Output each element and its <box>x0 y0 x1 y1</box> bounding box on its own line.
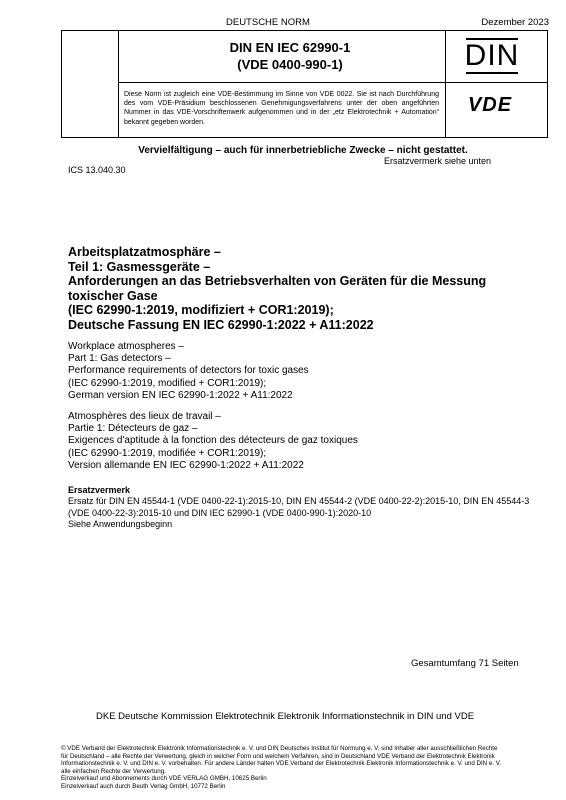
title-line: Teil 1: Gasmessgeräte – <box>68 259 211 274</box>
frame-divider-horizontal <box>118 82 547 83</box>
vde-note: Diese Norm ist zugleich eine VDE-Bestimmung im Sinne von VDE 0022. Sie ist nach Durchführung des vom VDE-Präsidium beschlossenen Genehmigungsverfahrens unter der oben angeführten Nummer in das VDE-Vorschriftenwerk aufgenommen und in der „etz Elektrotechnik + Automation“ bekannt gegeben worden. <box>124 91 439 126</box>
title-line: Arbeitsplatzatmosphäre – <box>68 245 221 259</box>
vde-logo: VDE <box>467 94 513 116</box>
title-line: Anforderungen an das Betriebsverhalten von Geräten für die Messung <box>68 274 487 289</box>
replacement-reference: Ersatzvermerk siehe unten <box>384 156 492 166</box>
document-type-label: DEUTSCHE NORM <box>226 17 310 28</box>
replacement-text: Ersatz für DIN EN 45544-1 (VDE 0400-22-1):2015-10, DIN EN 45544-2 (VDE 0400-22-2):2015-10, DIN EN 45544-3 (VDE 0400-22-3):2015-10 und DIN IEC 62990-1 (VDE 0400-990-1):2020-10 <box>68 496 530 518</box>
footer-line: Informationstechnik e. V. und DIN e. V. vorbehalten. Für andere Länder halten VDE Verband der Elektrotechnik Elektronik Informationstechnik e. V. und DIN e. V. <box>61 760 502 768</box>
reproduction-notice: Vervielfältigung – auch für innerbetriebliche Zwecke – nicht gestattet. <box>138 145 468 156</box>
footer-line: © VDE Verband der Elektrotechnik Elektronik Informationstechnik e. V. und DIN Deutsches Institut für Normung e. V. sind Inhaber aller ausschließlichen Rechte <box>61 745 498 752</box>
title-line: (IEC 62990-1:2019, modified + COR1:2019); <box>68 377 267 389</box>
total-pages: Gesamtumfang 71 Seiten <box>411 658 519 669</box>
din-logo: DIN <box>464 39 520 72</box>
replacement-see: Siehe Anwendungsbeginn <box>68 519 173 530</box>
title-line: Exigences d'aptitude à la fonction des détecteurs de gaz toxiques <box>68 435 358 447</box>
title-line: (IEC 62990-1:2019, modifiziert + COR1:2019); <box>68 303 334 318</box>
title-line: Partie 1: Détecteurs de gaz – <box>68 423 198 435</box>
frame-divider-right <box>445 31 446 137</box>
title-line: Performance requirements of detectors for toxic gases <box>68 365 309 377</box>
ics-code: ICS 13.040.30 <box>68 165 126 175</box>
title-line: Atmosphères des lieux de travail – <box>68 411 221 422</box>
standard-number-block <box>135 39 445 73</box>
title-line: German version EN IEC 62990-1:2022 + A11:2022 <box>68 389 293 401</box>
replacement-heading: Ersatzvermerk <box>68 485 131 495</box>
title-french <box>68 411 538 472</box>
replacement-section <box>68 485 538 531</box>
publication-date: Dezember 2023 <box>481 17 549 28</box>
footer-line: alle einfachen Rechte der Verwertung. <box>61 767 166 775</box>
title-english <box>68 341 538 402</box>
footer-line: für Deutschland – alle Rechte der Verwertung, gleich in welcher Form und welchem Verfahren, sind in Deutschland VDE Verband der Elektrotechnik Elektronik <box>61 752 495 760</box>
title-line: Part 1: Gas detectors – <box>68 353 171 365</box>
title-line: toxischer Gase <box>68 288 158 303</box>
vde-number: (VDE 0400-990-1) <box>237 57 343 72</box>
standard-number: DIN EN IEC 62990-1 <box>229 40 351 55</box>
footer-line: Einzelverkauf auch durch Beuth Verlag GmbH, 10772 Berlin <box>61 782 226 790</box>
title-line: Deutsche Fassung EN IEC 62990-1:2022 + A11:2022 <box>68 317 374 332</box>
copyright-footer <box>61 745 548 791</box>
title-german <box>68 245 538 333</box>
title-line: (IEC 62990-1:2019, modifiée + COR1:2019); <box>68 447 267 459</box>
title-line: Version allemande EN IEC 62990-1:2022 + A11:2022 <box>68 459 304 471</box>
dke-line: DKE Deutsche Kommission Elektrotechnik Elektronik Informationstechnik in DIN und VDE <box>96 711 475 722</box>
frame-divider-left <box>118 31 119 137</box>
title-line: Workplace atmospheres – <box>68 341 184 352</box>
footer-line: Einzelverkauf und Abonnements durch VDE VERLAG GMBH, 10625 Berlin <box>61 775 267 783</box>
